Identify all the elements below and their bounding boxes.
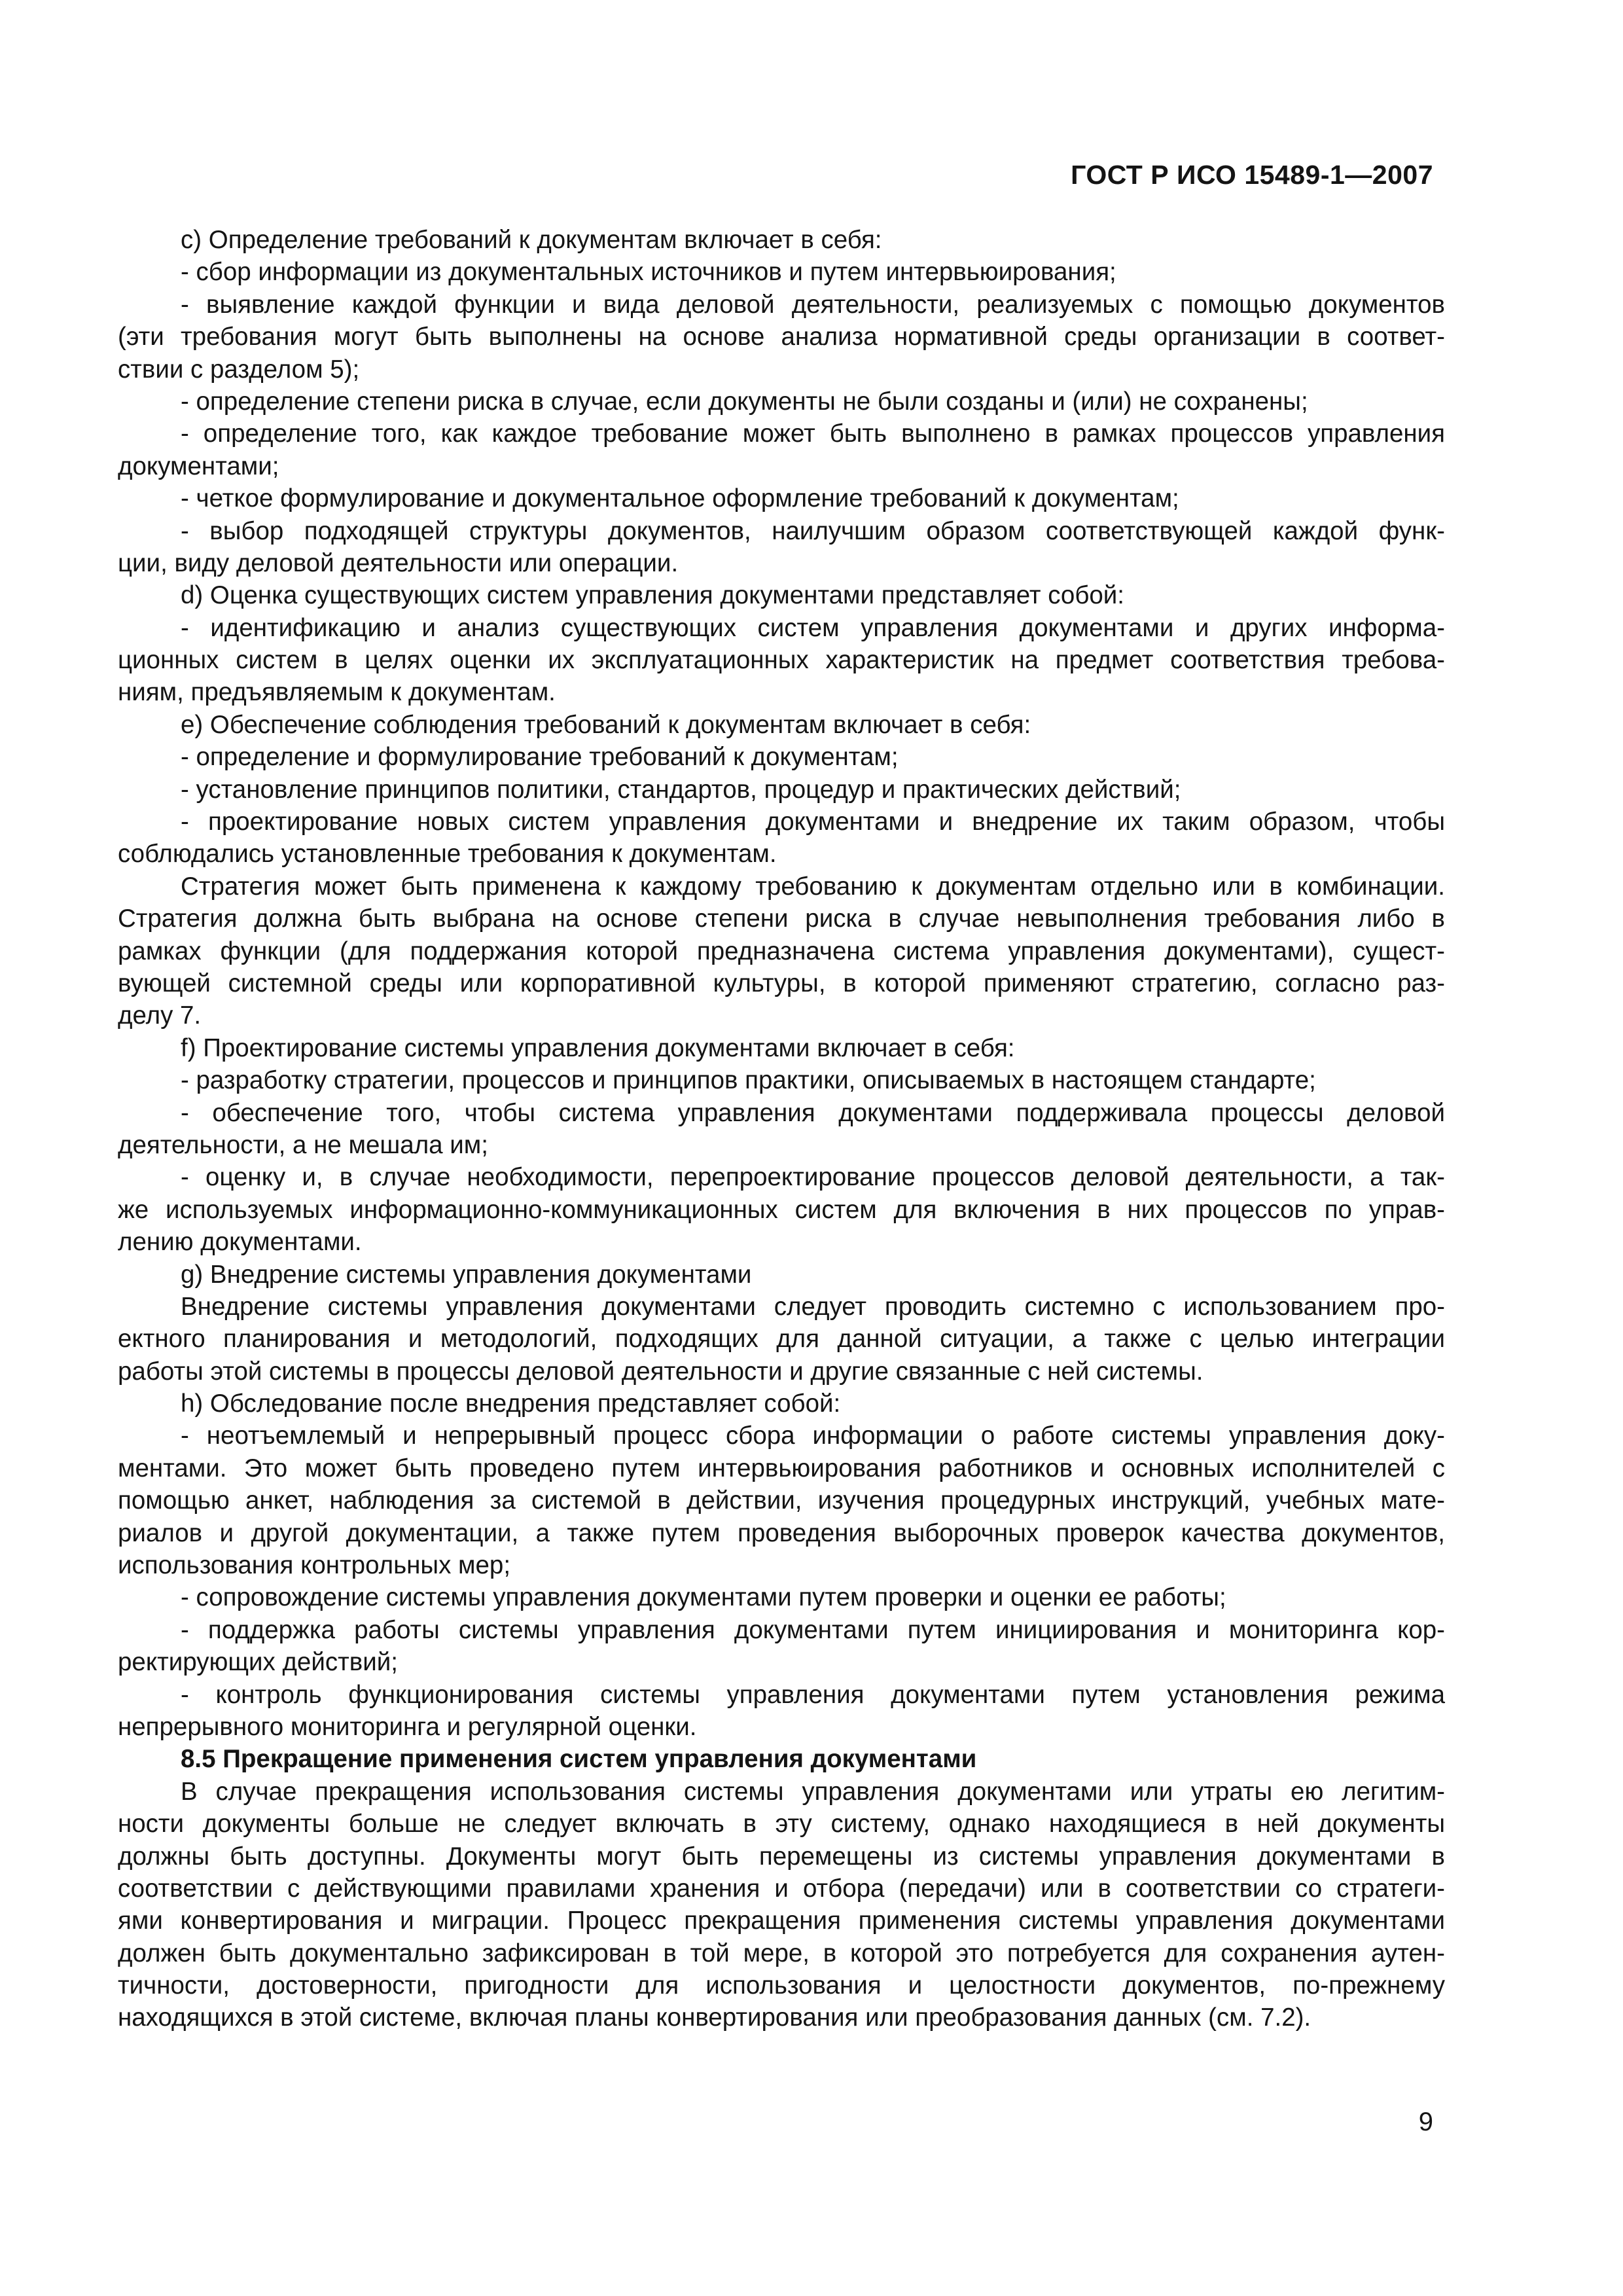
text-line: (эти требования могут быть выполнены на основе анализа нормативной среды организации в соответ-: [118, 323, 1445, 351]
text-line: ментами. Это может быть проведено путем интервьюирования работников и основных исполнителей с: [118, 1454, 1445, 1482]
text-line: документами;: [118, 452, 279, 480]
text-line: непрерывного мониторинга и регулярной оценки.: [118, 1712, 697, 1741]
text-line: рамках функции (для поддержания которой предназначена система управления документами), сущест-: [118, 937, 1445, 965]
text-line: должен быть документально зафиксирован в той мере, в которой это потребуется для сохранения аутен-: [118, 1939, 1445, 1967]
text-line: - разработку стратегии, процессов и принципов практики, описываемых в настоящем стандарте;: [181, 1066, 1316, 1095]
text-line: f) Проектирование системы управления документами включает в себя:: [181, 1033, 1015, 1062]
text-line: - неотъемлемый и непрерывный процесс сбора информации о работе системы управления доку-: [181, 1422, 1445, 1450]
text-line: h) Обследование после внедрения представляет собой:: [181, 1390, 841, 1418]
text-line: c) Определение требований к документам включает в себя:: [181, 226, 882, 254]
text-line: d) Оценка существующих систем управления документами представляет собой:: [181, 581, 1124, 610]
text-line: ствии с разделом 5);: [118, 355, 360, 384]
text-line: - идентификацию и анализ существующих систем управления документами и других информа-: [181, 613, 1445, 642]
text-line: Внедрение системы управления документами следует проводить системно с использованием про-: [181, 1292, 1445, 1321]
text-line: ции, виду деловой деятельности или операции.: [118, 548, 679, 577]
text-line: Стратегия должна быть выбрана на основе степени риска в случае невыполнения требования либо в: [118, 905, 1445, 933]
section-heading: 8.5 Прекращение применения систем управления документами: [181, 1745, 977, 1774]
text-line: вующей системной среды или корпоративной культуры, в которой применяют стратегию, согласно раз-: [118, 969, 1445, 997]
text-line: - обеспечение того, чтобы система управления документами поддерживала процессы деловой: [181, 1098, 1445, 1127]
page-number: 9: [1418, 2108, 1433, 2136]
text-line: соответствии с действующими правилами хранения и отбора (передачи) или в соответствии со стратеги-: [118, 1874, 1445, 1903]
text-line: Стратегия может быть применена к каждому требованию к документам отдельно или в комбинации.: [181, 872, 1445, 901]
text-line: - поддержка работы системы управления документами путем инициирования и мониторинга кор-: [181, 1615, 1445, 1644]
text-line: - сопровождение системы управления документами путем проверки и оценки ее работы;: [181, 1583, 1226, 1612]
document-header: ГОСТ Р ИСО 15489-1—2007: [1071, 160, 1433, 190]
text-line: ционных систем в целях оценки их эксплуатационных характеристик на предмет соответствия требова-: [118, 646, 1445, 675]
text-line: - четкое формулирование и документальное оформление требований к документам;: [181, 484, 1179, 513]
text-line: - выявление каждой функции и вида деловой деятельности, реализуемых с помощью документов: [181, 290, 1445, 319]
text-line: - сбор информации из документальных источников и путем интервьюирования;: [181, 258, 1116, 287]
document-body: [118, 224, 1445, 2034]
text-line: тичности, достоверности, пригодности для использования и целостности документов, по-прежнему: [118, 1971, 1445, 2000]
text-line: ности документы больше не следует включать в эту систему, однако находящиеся в ней документы: [118, 1810, 1445, 1839]
text-line: - оценку и, в случае необходимости, перепроектирование процессов деловой деятельности, а так-: [181, 1163, 1445, 1192]
text-line: находящихся в этой системе, включая планы конвертирования или преобразования данных (см. 7.2).: [118, 2003, 1311, 2032]
text-line: ниям, предъявляемым к документам.: [118, 678, 556, 707]
text-line: работы этой системы в процессы деловой деятельности и другие связанные с ней системы.: [118, 1357, 1204, 1386]
text-line: - определение того, как каждое требование может быть выполнено в рамках процессов управления: [181, 420, 1445, 448]
text-line: же используемых информационно-коммуникационных систем для включения в них процессов по управ-: [118, 1195, 1445, 1224]
text-line: g) Внедрение системы управления документами: [181, 1260, 752, 1289]
text-line: лению документами.: [118, 1228, 362, 1257]
text-line: помощью анкет, наблюдения за системой в действии, изучения процедурных инструкций, учебных мате-: [118, 1486, 1445, 1515]
text-line: - определение и формулирование требований к документам;: [181, 743, 899, 772]
text-line: - контроль функционирования системы управления документами путем установления режима: [181, 1680, 1445, 1709]
text-line: - проектирование новых систем управления документами и внедрение их таким образом, чтобы: [181, 808, 1445, 836]
text-line: использования контрольных мер;: [118, 1551, 511, 1580]
text-line: должны быть доступны. Документы могут быть перемещены из системы управления документами в: [118, 1842, 1445, 1871]
text-line: В случае прекращения использования системы управления документами или утраты ею легитим-: [181, 1777, 1445, 1806]
text-line: ектного планирования и методологий, подходящих для данной ситуации, а также с целью интеграции: [118, 1325, 1445, 1354]
text-line: ями конвертирования и миграции. Процесс прекращения применения системы управления документами: [118, 1907, 1445, 1935]
text-line: риалов и другой документации, а также путем проведения выборочных проверок качества документов,: [118, 1518, 1445, 1547]
text-line: соблюдались установленные требования к документам.: [118, 840, 777, 869]
text-line: - определение степени риска в случае, если документы не были созданы и (или) не сохранены;: [181, 387, 1308, 416]
text-line: делу 7.: [118, 1001, 202, 1030]
text-line: деятельности, а не мешала им;: [118, 1130, 488, 1159]
text-line: - выбор подходящей структуры документов, наилучшим образом соответствующей каждой функ-: [181, 516, 1445, 545]
text-line: e) Обеспечение соблюдения требований к документам включает в себя:: [181, 710, 1031, 739]
text-line: - установление принципов политики, стандартов, процедур и практических действий;: [181, 775, 1181, 804]
text-line: ректирующих действий;: [118, 1648, 398, 1677]
